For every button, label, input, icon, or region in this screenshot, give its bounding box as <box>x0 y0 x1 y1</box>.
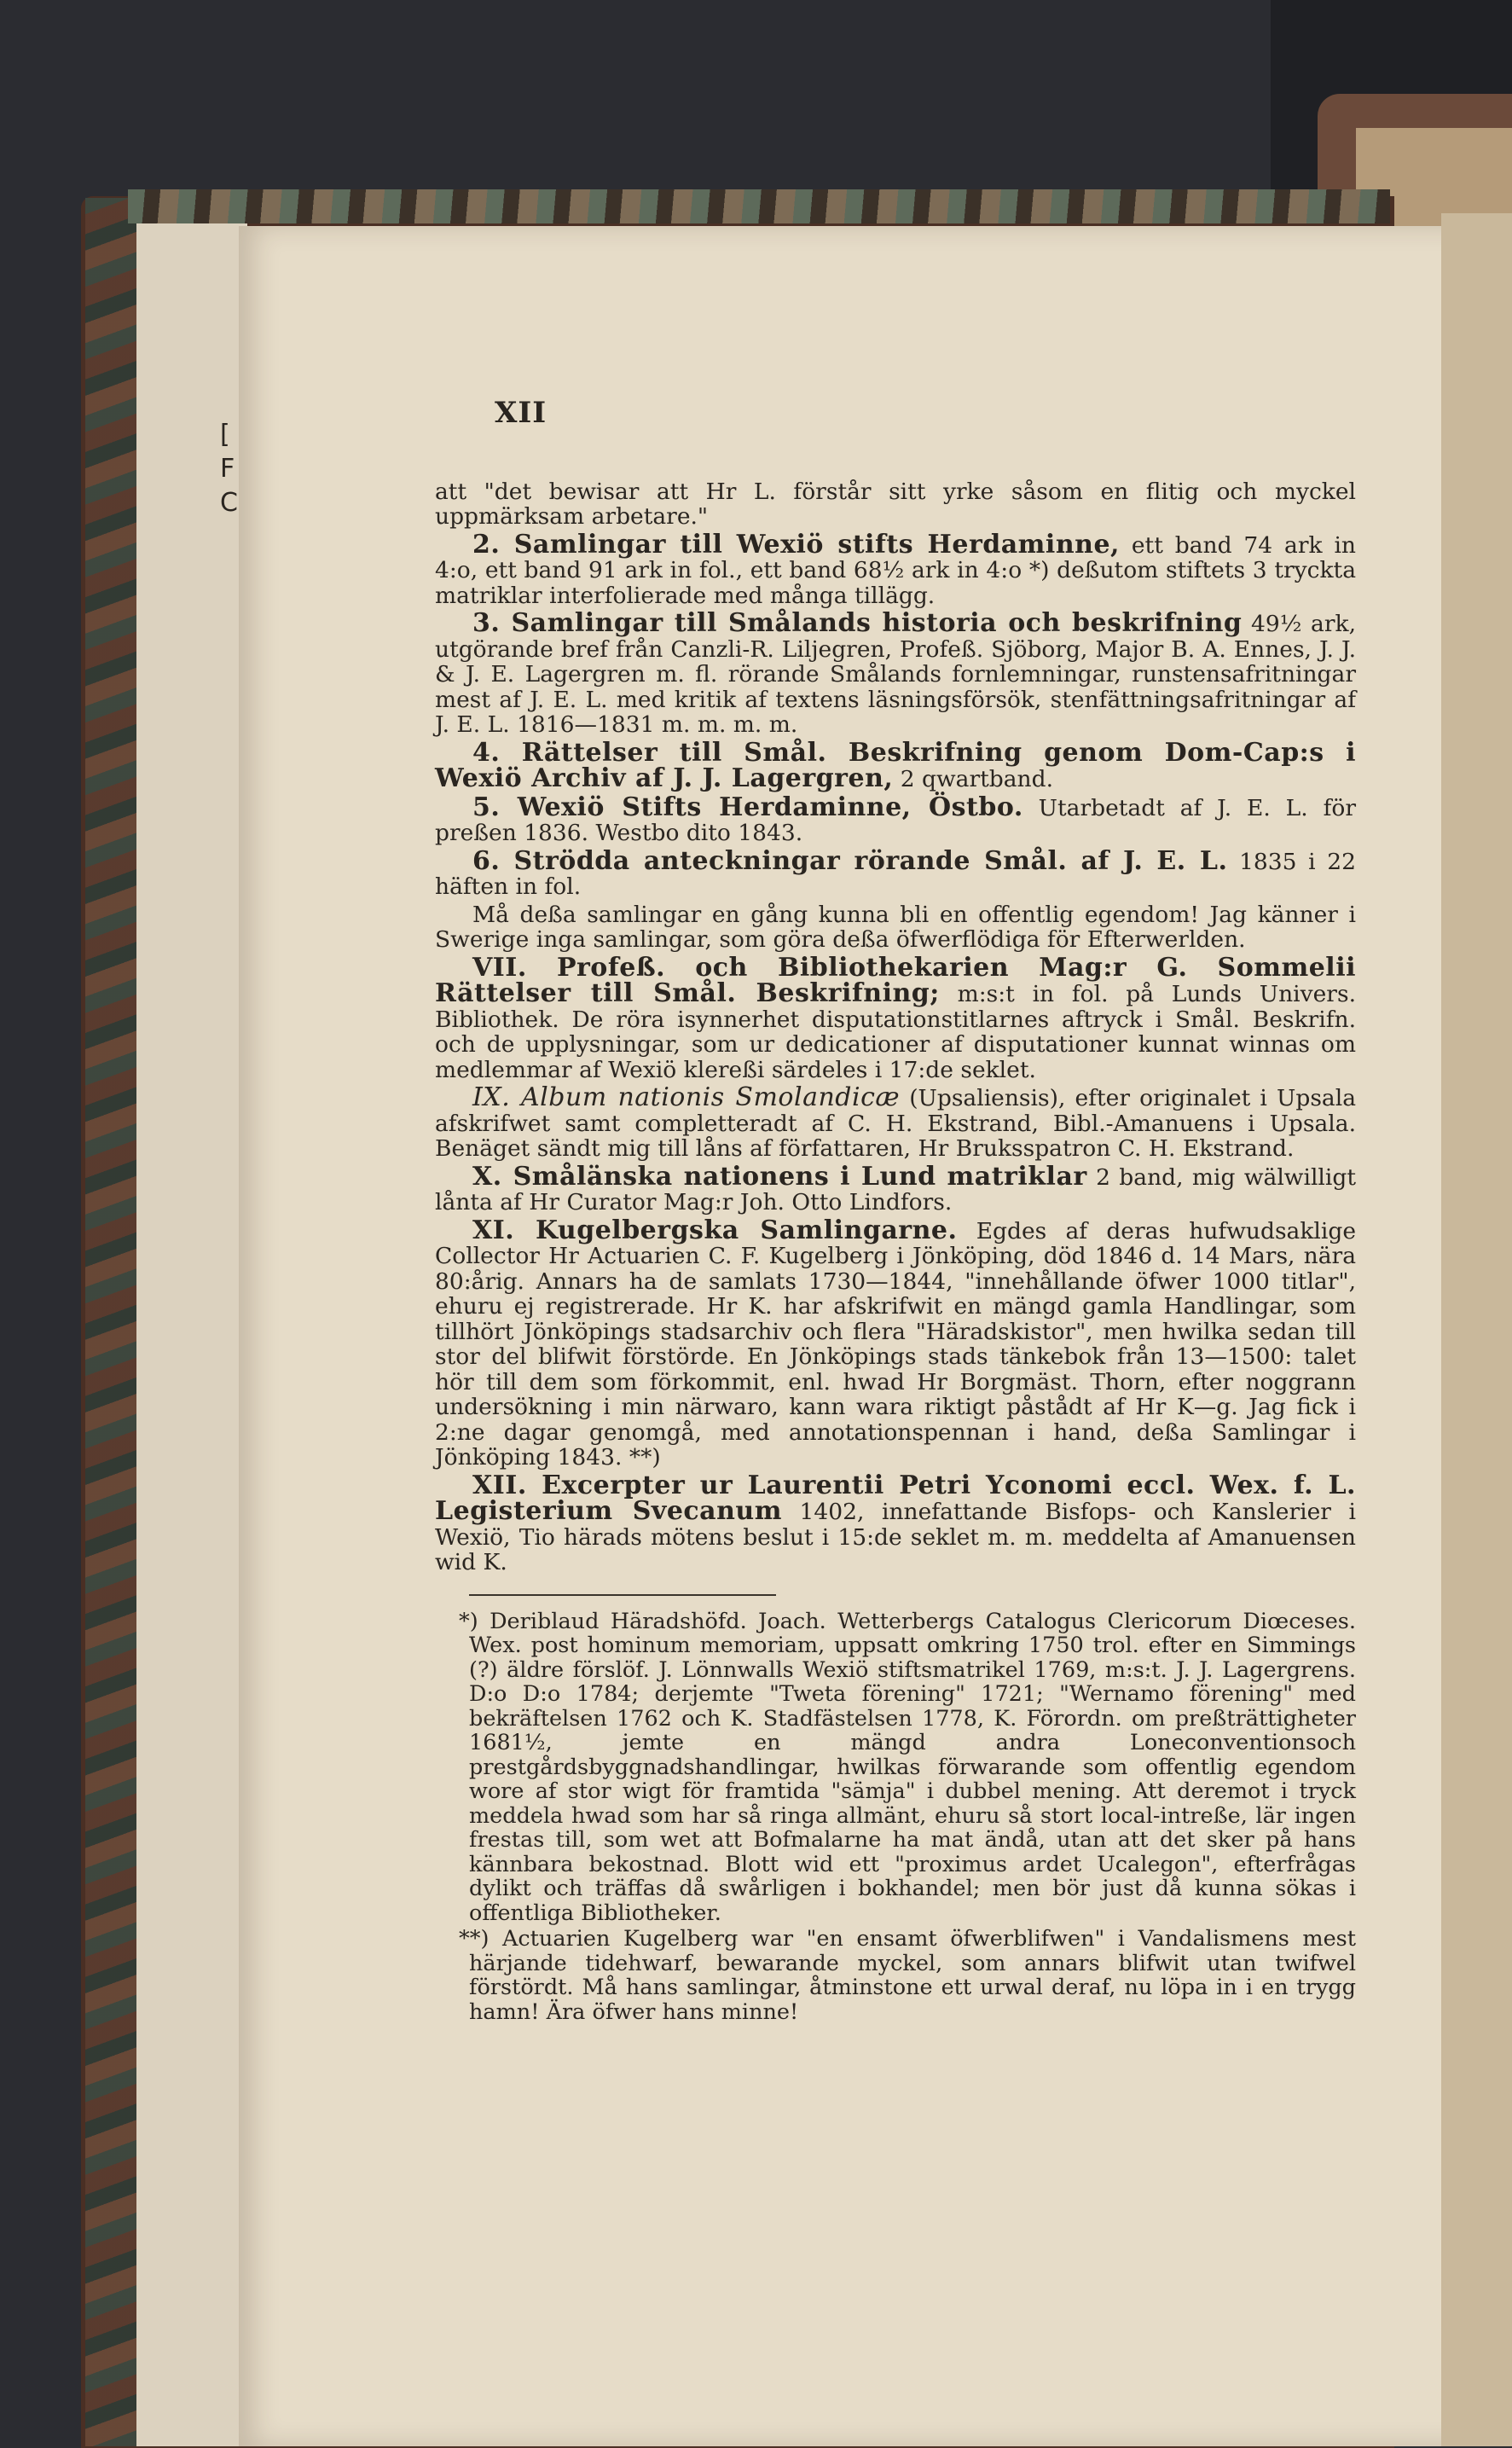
item-text: 49½ ark, utgörande bref från Canzli-R. Liljegren, Profeß. Sjöborg, Major B. A. Ennes, J. J. & J. E. Lagergren m. fl. rörande Smålands fornlemningar, runstensafritningar mest af J. E. L. med kritik af textens läsningsförsök, stenfättningsafritningar af J. E. L. 1816—1831 m. m. m. m. <box>435 611 1356 738</box>
paragraph-text: Må deßa samlingar en gång kunna bli en offentlig egendom! Jag känner i Swerige inga samlingar, som göra deßa öfwerflödiga för Efterwerlden. <box>435 901 1356 953</box>
paragraph <box>435 479 1356 530</box>
margin-mark: F <box>220 454 235 484</box>
list-item <box>435 952 1357 1083</box>
item-heading: X. Smålänska nationens i Lund matriklar <box>472 1161 1087 1192</box>
marbled-cover-top <box>128 189 1390 223</box>
item-heading: 6. Strödda anteckningar rörande Smål. af J. E. L. <box>472 845 1228 876</box>
list-item <box>435 845 1356 900</box>
item-text: 2 band, mig wälwilligt lånta af Hr Curator Mag:r Joh. Otto Lindfors. <box>435 1163 1356 1215</box>
list-item <box>435 1161 1356 1215</box>
item-heading: VII. Profeß. och Bibliothekarien Mag:r G. Sommelii Rättelser till Smål. Beskrifning; <box>435 952 1356 1008</box>
item-text: ett band 74 ark in 4:o, ett band 91 ark in fol., ett band 68½ ark in 4:o *) deßutom stiftets 3 tryckta matriklar interfolierade med många tillägg. <box>435 531 1356 609</box>
item-text: m:s:t in fol. på Lunds Univers. Bibliothek. De röra isynnerhet disputationstitlarnes aftryck i Smål. Beskrifn. och de upplysningar, som ur dedicationer af disputationer kunnat winnas om medlemmar af Wexiö klereßi särdeles i 17:de seklet. <box>435 981 1357 1083</box>
item-heading: XII. Excerpter ur Laurentii Petri Yconomi eccl. Wex. f. L. Legisterium Svecanum <box>435 1470 1356 1526</box>
margin-mark: [ <box>220 420 230 450</box>
paragraph-text: att "det bewisar att Hr L. förstår sitt yrke såsom en flitig och myckel uppmärksam arbetare." <box>435 478 1356 530</box>
item-heading: IX. Album nationis Smolandicæ <box>472 1082 901 1112</box>
item-text: Utarbetadt af J. E. L. för preßen 1836. Westbo dito 1843. <box>435 794 1356 846</box>
footnote-rule <box>469 1594 776 1596</box>
footnote: *) Deriblaud Häradshöfd. Joach. Wetterbergs Catalogus Clericorum Diœceses. Wex. post hominum memoriam, uppsatt omkring 1750 trol. efter en Simmings (?) äldre förslöf. J. Lönnwalls Wexiö stiftsmatrikel 1769, m:s:t. J. J. Lagergrens. D:o D:o 1784; derjemte "Tweta förening" 1721; "Wernamo förening" med bekräftelsen 1762 och K. Stadfästelsen 1778, K. Förordn. om preßträttigheter 1681½, jemte en mängd andra Loneconventionsoch prestgårdsbyggnadshandlingar, hwilkas förwarande som offentlig egendom wore af stor wigt för framtida "sämja" i dubbel mening. Att deremot i tryck meddela hwad som har så ringa allmänt, ehuru så stort local-intreße, lär ingen frestas till, som wet att Bofmalarne ha mat ändå, utan att det sker på hans kännbara bekostnad. Blott wid ett "proximus ardet Ucalegon", efterfrågas dylikt och träffas då swårligen i bokhandel; men bör just då kunna sökas i offentliga Bibliotheker. <box>459 1608 1356 1926</box>
item-heading: 3. Samlingar till Smålands historia och beskrifning <box>472 608 1243 638</box>
paragraph <box>435 902 1356 953</box>
list-item <box>435 529 1356 609</box>
left-margin-marks <box>220 418 246 520</box>
item-heading: 2. Samlingar till Wexiö stifts Herdaminne, <box>472 529 1120 560</box>
item-text: (Upsaliensis), efter originalet i Upsala afskrifwet samt completteradt af C. H. Ekstrand, Bibl.-Amanuens i Upsala. Benäget sändt mig till låns af författaren, Hr Bruksspatron C. H. Ekstrand. <box>435 1085 1356 1162</box>
item-text: 1402, innefattande Bisfops- och Kanslerier i Wexiö, Tio härads mötens beslut i 15:de seklet m. m. meddelta af Amanuensen wid K. <box>435 1499 1356 1575</box>
item-text: 2 qwartband. <box>893 766 1054 792</box>
item-text: Egdes af deras hufwudsaklige Collector Hr Actuarien C. F. Kugelberg i Jönköping, död 1846 d. 14 Mars, nära 80:årig. Annars ha de samlats 1730—1844, "innehållande öfwer 1000 titlar", ehuru ej registrerade. Hr K. har afskrifwit en mängd gamla Handlingar, som tillhört Jönköpings stadsarchiv och flera "Häradskistor", men hwilka sedan till stor del blifwit förstörde. En Jönköpings stads tänkebok från 13—1500: talet hör till dem som förkommit, enl. hwad Hr Borgmäst. Thorn, efter noggrann undersökning i min närwaro, kann wara riktigt påstådt af Hr K—g. Jag fick i 2:ne dagar genomgå, med annotationspennan i hand, deßa Samlingar i Jönköping 1843. **) <box>435 1217 1357 1471</box>
list-item <box>435 1470 1356 1575</box>
page-block-edge <box>1441 213 1512 2446</box>
list-item <box>435 608 1356 738</box>
page-number: XII <box>495 396 547 430</box>
list-item <box>435 792 1356 846</box>
list-item <box>435 1215 1357 1471</box>
previous-page-edge <box>136 223 247 2446</box>
margin-mark: C <box>220 488 238 518</box>
list-item <box>435 737 1356 793</box>
item-heading: 5. Wexiö Stifts Herdaminne, Östbo. <box>472 792 1023 822</box>
item-heading: 4. Rättelser till Smål. Beskrifning genom Dom-Cap:s i Wexiö Archiv af J. J. Lagergren, <box>435 737 1356 793</box>
list-item <box>435 1082 1356 1162</box>
item-text: 1835 i 22 häften in fol. <box>435 848 1356 900</box>
page-text <box>435 396 1357 2346</box>
footnote: **) Actuarien Kugelberg war "en ensamt öfwerblifwen" i Vandalismens mest härjande tidehwarf, bewarande myckel, som annars blifwit utan twifwel förstördt. Må hans samlingar, åtminstone ett urwal deraf, nu löpa in i en trygg hamn! Ära öfwer hans minne! <box>459 1926 1356 2025</box>
item-heading: XI. Kugelbergska Samlingarne. <box>472 1215 958 1245</box>
